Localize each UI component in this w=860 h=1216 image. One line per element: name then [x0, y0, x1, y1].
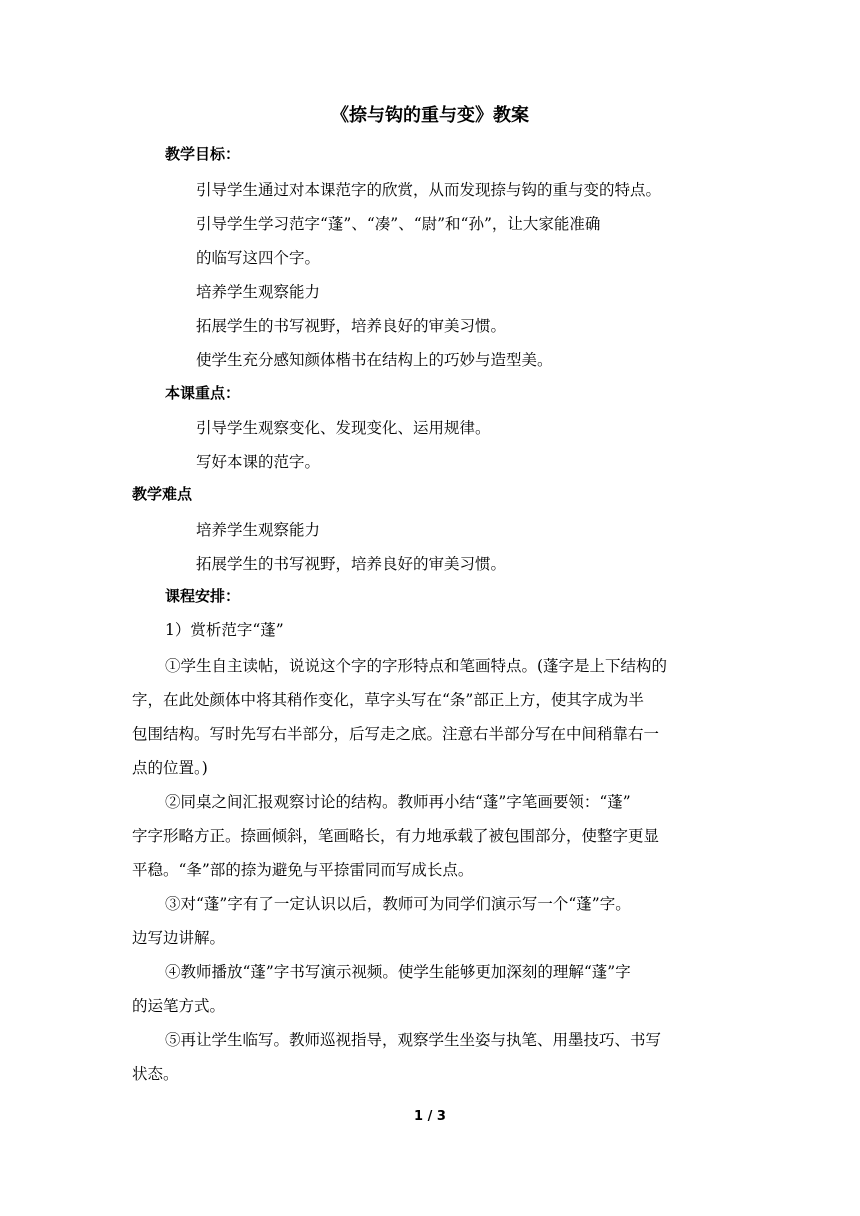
arrangement-line: 字字形略方正。捺画倾斜，笔画略长，有力地承载了被包围部分，使整字更显	[132, 827, 660, 845]
arrangement-line: ⑤再让学生临写。教师巡视指导，观察学生坐姿与执笔、用墨技巧、书写	[165, 1031, 662, 1049]
objective-line: 引导学生学习范字“蓬”、“凑”、“尉”和“孙”，让大家能准确	[196, 215, 601, 233]
arrangement-line: ②同桌之间汇报观察讨论的结构。教师再小结“蓬”字笔画要领：“蓬”	[165, 793, 631, 811]
document-title: 《捺与钩的重与变》教案	[331, 105, 529, 126]
objective-line: 使学生充分感知颜体楷书在结构上的巧妙与造型美。	[196, 351, 553, 369]
arrangement-line: 状态。	[132, 1065, 179, 1083]
objective-line: 培养学生观察能力	[196, 283, 321, 301]
difficulty-line: 培养学生观察能力	[196, 521, 321, 539]
keypoints-heading: 本课重点：	[165, 384, 241, 402]
arrangement-line: ③对“蓬”字有了一定认识以后，教师可为同学们演示写一个“蓬”字。	[165, 895, 631, 913]
objective-line: 的临写这四个字。	[196, 249, 321, 267]
arrangement-line: 1）赏析范字“蓬”	[165, 621, 284, 639]
objective-line: 拓展学生的书写视野，培养良好的审美习惯。	[196, 317, 507, 335]
difficulty-line: 拓展学生的书写视野，培养良好的审美习惯。	[196, 555, 507, 573]
arrangement-line: 字，在此处颜体中将其稍作变化，草字头写在“条”部正上方，使其字成为半	[132, 691, 644, 709]
page-number: 1 / 3	[414, 1109, 446, 1124]
arrangement-line: 的运笔方式。	[132, 997, 226, 1015]
arrangement-line: ④教师播放“蓬”字书写演示视频。使学生能够更加深刻的理解“蓬”字	[165, 963, 631, 981]
arrangement-line: 点的位置。)	[132, 759, 208, 777]
objectives-heading: 教学目标：	[165, 145, 241, 163]
keypoint-line: 引导学生观察变化、发现变化、运用规律。	[196, 419, 491, 437]
arrangement-line: 边写边讲解。	[132, 929, 226, 947]
keypoint-line: 写好本课的范字。	[196, 453, 321, 471]
arrangement-line: ①学生自主读帖，说说这个字的字形特点和笔画特点。(蓬字是上下结构的	[165, 657, 668, 675]
objective-line: 引导学生通过对本课范字的欣赏，从而发现捺与钩的重与变的特点。	[196, 181, 662, 199]
arrangement-line: 包围结构。写时先写右半部分，后写走之底。注意右半部分写在中间稍靠右一	[132, 725, 660, 743]
difficulties-heading: 教学难点	[132, 485, 193, 503]
arrangement-heading: 课程安排：	[165, 587, 241, 605]
arrangement-line: 平稳。“夆”部的捺为避免与平捺雷同而写成长点。	[132, 861, 474, 879]
